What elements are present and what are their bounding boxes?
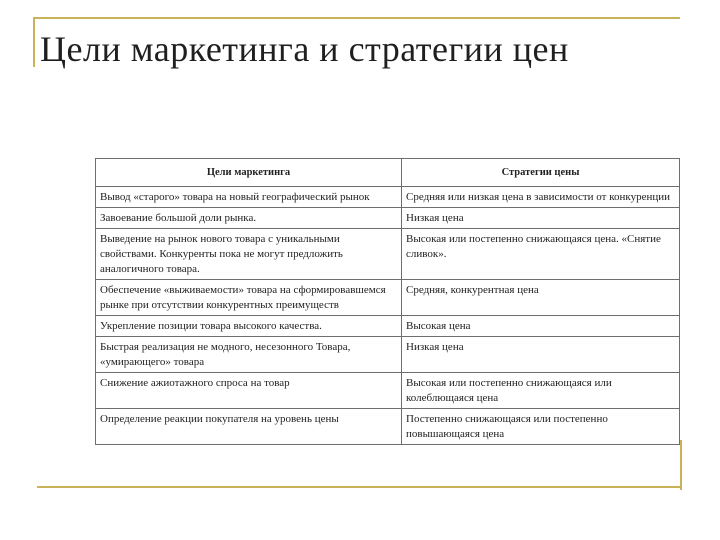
table-row: [96, 337, 680, 373]
table-row: [96, 409, 680, 445]
goal-cell: Завоевание большой доли рынка.: [96, 208, 402, 229]
frame-line-top: [35, 17, 680, 19]
strategy-cell: Низкая цена: [402, 337, 680, 373]
table-row: [96, 280, 680, 316]
table-row: [96, 208, 680, 229]
goal-cell: Вывод «старого» товара на новый географический рынок: [96, 187, 402, 208]
strategy-cell: Высокая или постепенно снижающаяся цена. «Снятие сливок».: [402, 229, 680, 280]
goal-cell: Выведение на рынок нового товара с уникальными свойствами. Конкуренты пока не могут предложить аналогичного товара.: [96, 229, 402, 280]
goal-cell: Обеспечение «выживаемости» товара на сформировавшемся рынке при отсутствии конкурентных преимуществ: [96, 280, 402, 316]
frame-line-bottom: [37, 486, 682, 488]
page-title: Цели маркетинга и стратегии цен: [40, 29, 569, 69]
column-header-price-strategy: Стратегии цены: [402, 159, 680, 187]
goal-cell: Укрепление позиции товара высокого качества.: [96, 316, 402, 337]
goal-cell: Определение реакции покупателя на уровень цены: [96, 409, 402, 445]
frame-line-right: [680, 440, 682, 490]
strategy-cell: Высокая цена: [402, 316, 680, 337]
goal-cell: Быстрая реализация не модного, несезонного Товара, «умирающего» товара: [96, 337, 402, 373]
strategy-cell: Высокая или постепенно снижающаяся или колеблющаяся цена: [402, 373, 680, 409]
frame-line-left: [33, 17, 35, 67]
goal-cell: Снижение ажиотажного спроса на товар: [96, 373, 402, 409]
table-header-row: [96, 159, 680, 187]
table-row: [96, 187, 680, 208]
column-header-marketing-goals: Цели маркетинга: [96, 159, 402, 187]
table-row: [96, 316, 680, 337]
strategy-cell: Средняя, конкурентная цена: [402, 280, 680, 316]
pricing-strategy-table: [95, 158, 680, 445]
table-row: [96, 373, 680, 409]
strategy-cell: Средняя или низкая цена в зависимости от конкуренции: [402, 187, 680, 208]
table-row: [96, 229, 680, 280]
strategy-cell: Низкая цена: [402, 208, 680, 229]
strategy-cell: Постепенно снижающаяся или постепенно повышающаяся цена: [402, 409, 680, 445]
